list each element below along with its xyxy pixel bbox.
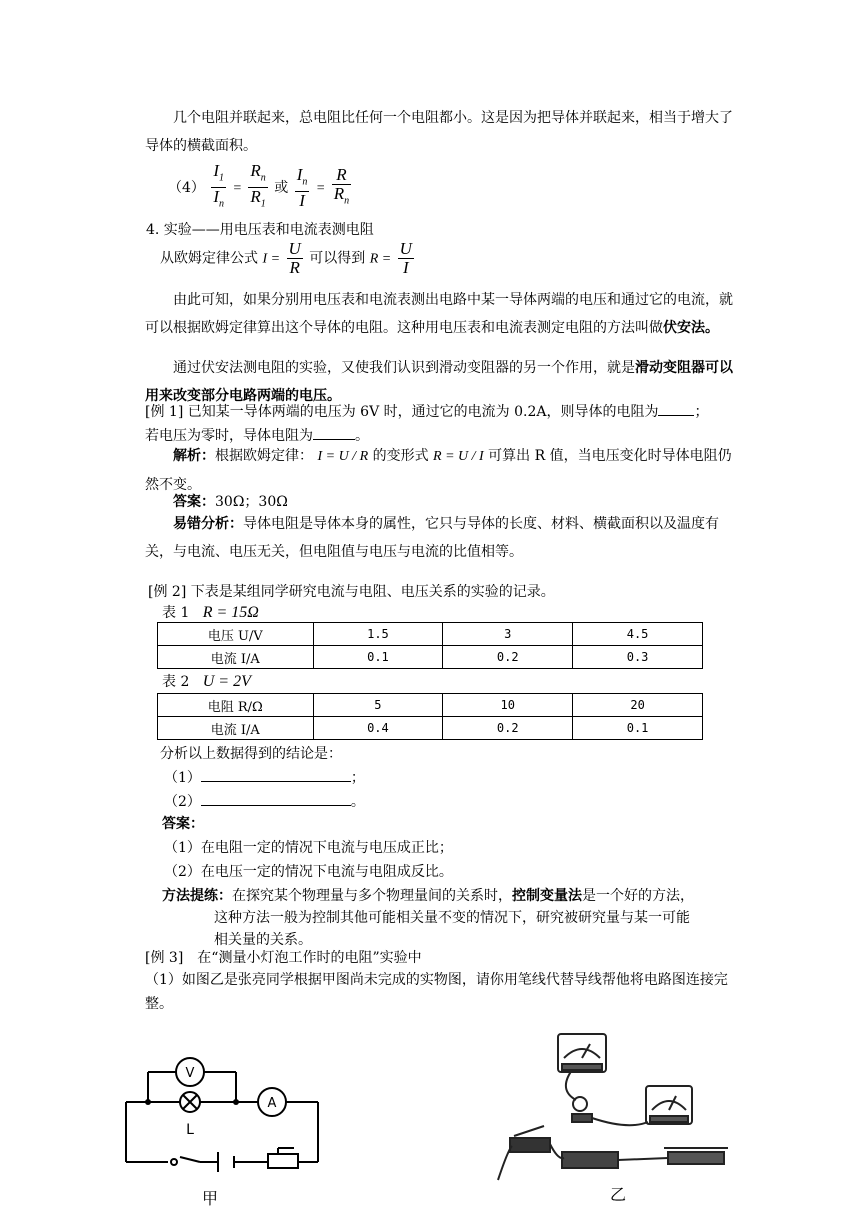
example-3-intro: [例 3] 在“测量小灯泡工作时的电阻”实验中	[145, 950, 422, 966]
circuit-diagram-jia	[118, 1050, 328, 1210]
rheostat-icon	[664, 1148, 728, 1164]
example-1-line-1: [例 1] 已知某一导体两端的电压为 6V 时，通过它的电流为 0.2A，则导体的电阻为 ；	[145, 404, 709, 420]
example-2-answer-label: 答案：	[162, 816, 204, 832]
ohm-law-line: 从欧姆定律公式 I = $\frac{U}{R}$ 可以得到 R = $\frac{U}{I}$	[160, 239, 412, 277]
conclusion-blank-1: （1） ；	[164, 770, 365, 786]
table-row: 电压 U/V 1.5 3 4.5	[158, 623, 703, 646]
parallel-paragraph: 几个电阻并联起来，总电阻比任何一个电阻都小。这是因为把导体并联起来，相当于增大了导体的横截面积。	[145, 110, 733, 154]
formula-4: （4） $\frac{I_1}{I_n}$ = $\frac{R_n}{R_1}$ 或 $\frac{I_n}{I}$ = $\frac{R}{R_n}$	[168, 162, 353, 214]
battery-icon	[562, 1152, 618, 1168]
voltmeter-symbol: V	[185, 1066, 195, 1081]
figure-jia-label: 甲	[201, 1189, 219, 1208]
table-1	[157, 622, 703, 669]
table-row: 电流 I/A 0.4 0.2 0.1	[158, 717, 703, 740]
example-2-intro: [例 2] 下表是某组同学研究电流与电阻、电压关系的实验的记录。	[148, 584, 555, 600]
conclusion-blank-2: （2） 。	[164, 794, 365, 810]
apparatus-diagram-yi	[488, 1030, 740, 1210]
example-3-question-1: （1）如图乙是张亮同学根据甲图尚未完成的实物图，请你用笔线代替导线帮他将电路图连接完整。	[145, 972, 728, 1012]
conclusion-prompt: 分析以上数据得到的结论是：	[160, 746, 342, 762]
or-text: 或	[274, 179, 289, 196]
lamp-label: L	[186, 1122, 194, 1138]
example-1-answer: 答案：30Ω；30Ω	[173, 494, 288, 510]
section-4-heading: 4. 实验——用电压表和电流表测电阻	[146, 222, 374, 238]
example-1-error-analysis: 易错分析：导体电阻是导体本身的属性，它只与导体的长度、材料、横截面积以及温度有关，与电流、电压无关，但电阻值与电压与电流的比值相等。	[145, 516, 719, 560]
lamp-icon	[180, 1092, 200, 1112]
fraction-r-rn: $\frac{R}{R_n}$	[333, 164, 350, 207]
example-1-line-2: 若电压为零时，导体电阻为 。	[145, 428, 369, 444]
method-tip-line-2: 这种方法一般为控制其他可能相关量不变的情况下，研究被研究量与某一可能	[214, 910, 690, 926]
table-1-caption: 表 1 R = 15Ω	[162, 604, 259, 621]
switch-icon	[510, 1126, 550, 1152]
example-2-answer-2: （2）在电压一定的情况下电流与电阻成反比。	[164, 864, 453, 880]
table-2-caption: 表 2 U = 2V	[162, 673, 251, 690]
method-paragraph: 由此可知，如果分别用电压表和电流表测出电路中某一导体两端的电压和通过它的电流，就可以根据欧姆定律算出这个导体的电阻。这种用电压表和电流表测定电阻的方法叫做伏安法。	[145, 292, 733, 336]
rheostat-paragraph: 通过伏安法测电阻的实验，又使我们认识到滑动变阻器的另一个作用，就是滑动变阻器可以用来改变部分电路两端的电压。	[145, 360, 733, 404]
example-1-analysis: 解析：根据欧姆定律： I = U / R 的变形式 R = U / I 可算出 R 值，当电压变化时导体电阻仍然不变。	[145, 448, 732, 493]
meter-ammeter-icon	[646, 1086, 692, 1124]
fraction-in-i: $\frac{I_n}{I}$	[296, 164, 308, 211]
fraction-rn-r1: $\frac{R_n}{R_1}$	[250, 161, 266, 210]
table-2	[157, 693, 703, 740]
method-tip-line-1: 方法提练：在探究某个物理量与多个物理量间的关系时，控制变量法是一个好的方法，	[162, 888, 694, 904]
bulb-icon	[572, 1097, 592, 1122]
figure-yi-label: 乙	[609, 1185, 627, 1204]
fraction-i1-in: $\frac{I_1}{I_n}$	[213, 161, 225, 210]
table-row: 电流 I/A 0.1 0.2 0.3	[158, 646, 703, 669]
ammeter-symbol: A	[267, 1096, 277, 1111]
example-2-answer-1: （1）在电阻一定的情况下电流与电压成正比；	[164, 840, 453, 856]
meter-voltmeter-icon	[558, 1034, 606, 1072]
formula-4-label: （4）	[168, 179, 205, 196]
table-row: 电阻 R/Ω 5 10 20	[158, 694, 703, 717]
method-tip-line-3: 相关量的关系。	[214, 932, 312, 948]
